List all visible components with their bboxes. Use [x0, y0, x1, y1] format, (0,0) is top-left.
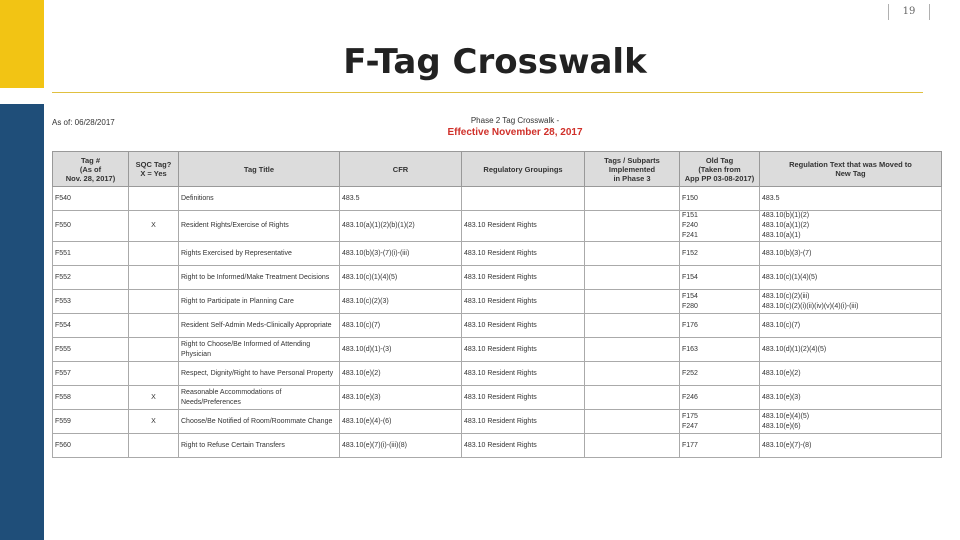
col-header-sqc: SQC Tag? X = Yes: [129, 152, 179, 187]
tag-cell: F551: [53, 242, 129, 266]
old-tag-cell: F163: [680, 338, 760, 362]
effective-date: Effective November 28, 2017: [447, 127, 583, 138]
reg-text-cell: 483.10(c)(7): [760, 314, 942, 338]
phase3-cell: [585, 314, 680, 338]
table-row: [53, 314, 942, 338]
tag-cell: F553: [53, 290, 129, 314]
title-cell: Resident Self-Admin Meds-Clinically Appropriate: [179, 314, 340, 338]
phase3-cell: [585, 266, 680, 290]
tag-cell: F540: [53, 187, 129, 211]
title-cell: Reasonable Accommodations of Needs/Preferences: [179, 386, 340, 410]
blue-accent-bar: [0, 104, 44, 540]
title-cell: Definitions: [179, 187, 340, 211]
tag-cell: F558: [53, 386, 129, 410]
grouping-cell: 483.10 Resident Rights: [462, 386, 585, 410]
grouping-cell: 483.10 Resident Rights: [462, 434, 585, 458]
old-tag-cell: F252: [680, 362, 760, 386]
old-tag-cell: F151 F240 F241: [680, 211, 760, 242]
tag-cell: F554: [53, 314, 129, 338]
table-row: [53, 338, 942, 362]
tag-cell: F557: [53, 362, 129, 386]
title-underline: [52, 92, 923, 93]
title-cell: Rights Exercised by Representative: [179, 242, 340, 266]
table-row: [53, 386, 942, 410]
cfr-cell: 483.10(e)(7)(i)-(iii)(8): [340, 434, 462, 458]
old-tag-cell: F176: [680, 314, 760, 338]
table-row: [53, 290, 942, 314]
grouping-cell: 483.10 Resident Rights: [462, 242, 585, 266]
sqc-cell: [129, 266, 179, 290]
sqc-cell: [129, 434, 179, 458]
phase3-cell: [585, 434, 680, 458]
header-row: [53, 152, 942, 187]
reg-text-cell: 483.10(c)(2)(iii) 483.10(c)(2)(i)(ii)(iv)(v)(4)(i)-(iii): [760, 290, 942, 314]
old-tag-cell: F152: [680, 242, 760, 266]
table-row: [53, 410, 942, 434]
table-row: [53, 187, 942, 211]
phase3-cell: [585, 338, 680, 362]
cfr-cell: 483.10(d)(1)-(3): [340, 338, 462, 362]
grouping-cell: 483.10 Resident Rights: [462, 338, 585, 362]
old-tag-cell: F175 F247: [680, 410, 760, 434]
cfr-cell: 483.10(e)(3): [340, 386, 462, 410]
phase3-cell: [585, 410, 680, 434]
sqc-cell: X: [129, 211, 179, 242]
reg-text-cell: 483.10(e)(7)-(8): [760, 434, 942, 458]
title-cell: Right to be Informed/Make Treatment Decisions: [179, 266, 340, 290]
old-tag-cell: F177: [680, 434, 760, 458]
sqc-cell: [129, 242, 179, 266]
table-row: [53, 434, 942, 458]
sqc-cell: X: [129, 386, 179, 410]
sqc-cell: [129, 187, 179, 211]
tag-cell: F559: [53, 410, 129, 434]
phase-heading: Phase 2 Tag Crosswalk -: [470, 116, 560, 125]
col-header-reg-text: Regulation Text that was Moved to New Tag: [760, 152, 942, 187]
old-tag-cell: F246: [680, 386, 760, 410]
tag-cell: F552: [53, 266, 129, 290]
phase3-cell: [585, 290, 680, 314]
col-header-tag: Tag # (As of Nov. 28, 2017): [53, 152, 129, 187]
grouping-cell: 483.10 Resident Rights: [462, 314, 585, 338]
phase3-cell: [585, 362, 680, 386]
sqc-cell: X: [129, 410, 179, 434]
grouping-cell: 483.10 Resident Rights: [462, 410, 585, 434]
title-cell: Resident Rights/Exercise of Rights: [179, 211, 340, 242]
tag-cell: F555: [53, 338, 129, 362]
title-cell: Respect, Dignity/Right to have Personal Property: [179, 362, 340, 386]
crosswalk-table: [52, 151, 942, 458]
cfr-cell: 483.10(e)(4)-(6): [340, 410, 462, 434]
phase3-cell: [585, 242, 680, 266]
grouping-cell: 483.10 Resident Rights: [462, 362, 585, 386]
cfr-cell: 483.10(a)(1)(2)(b)(1)(2): [340, 211, 462, 242]
page-number: 19: [888, 4, 930, 20]
reg-text-cell: 483.10(b)(3)-(7): [760, 242, 942, 266]
tag-cell: F550: [53, 211, 129, 242]
col-header-title: Tag Title: [179, 152, 340, 187]
phase3-cell: [585, 386, 680, 410]
sqc-cell: [129, 314, 179, 338]
table-body: [53, 187, 942, 458]
col-header-grouping: Regulatory Groupings: [462, 152, 585, 187]
table-row: [53, 266, 942, 290]
old-tag-cell: F154: [680, 266, 760, 290]
old-tag-cell: F154 F280: [680, 290, 760, 314]
cfr-cell: 483.10(e)(2): [340, 362, 462, 386]
table-row: [53, 362, 942, 386]
reg-text-cell: 483.10(e)(3): [760, 386, 942, 410]
reg-text-cell: 483.10(b)(1)(2) 483.10(a)(1)(2) 483.10(a)(1): [760, 211, 942, 242]
cfr-cell: 483.10(c)(2)(3): [340, 290, 462, 314]
reg-text-cell: 483.10(e)(4)(5) 483.10(e)(6): [760, 410, 942, 434]
reg-text-cell: 483.10(e)(2): [760, 362, 942, 386]
grouping-cell: 483.10 Resident Rights: [462, 290, 585, 314]
title-cell: Choose/Be Notified of Room/Roommate Change: [179, 410, 340, 434]
sqc-cell: [129, 338, 179, 362]
tag-cell: F560: [53, 434, 129, 458]
col-header-old-tag: Old Tag (Taken from App PP 03-08-2017): [680, 152, 760, 187]
cfr-cell: 483.10(c)(7): [340, 314, 462, 338]
title-cell: Right to Choose/Be Informed of Attending Physician: [179, 338, 340, 362]
phase3-cell: [585, 187, 680, 211]
title-cell: Right to Participate in Planning Care: [179, 290, 340, 314]
sqc-cell: [129, 290, 179, 314]
slide-title: F-Tag Crosswalk: [343, 42, 647, 82]
grouping-cell: 483.10 Resident Rights: [462, 266, 585, 290]
reg-text-cell: 483.10(d)(1)(2)(4)(5): [760, 338, 942, 362]
grouping-cell: [462, 187, 585, 211]
title-cell: Right to Refuse Certain Transfers: [179, 434, 340, 458]
phase3-cell: [585, 211, 680, 242]
grouping-cell: 483.10 Resident Rights: [462, 211, 585, 242]
cfr-cell: 483.5: [340, 187, 462, 211]
reg-text-cell: 483.5: [760, 187, 942, 211]
col-header-phase3: Tags / Subparts Implemented in Phase 3: [585, 152, 680, 187]
reg-text-cell: 483.10(c)(1)(4)(5): [760, 266, 942, 290]
table-row: [53, 242, 942, 266]
old-tag-cell: F150: [680, 187, 760, 211]
sqc-cell: [129, 362, 179, 386]
col-header-cfr: CFR: [340, 152, 462, 187]
cfr-cell: 483.10(c)(1)(4)(5): [340, 266, 462, 290]
cfr-cell: 483.10(b)(3)-(7)(i)-(iii): [340, 242, 462, 266]
table-row: [53, 211, 942, 242]
as-of-date: As of: 06/28/2017: [52, 118, 115, 127]
